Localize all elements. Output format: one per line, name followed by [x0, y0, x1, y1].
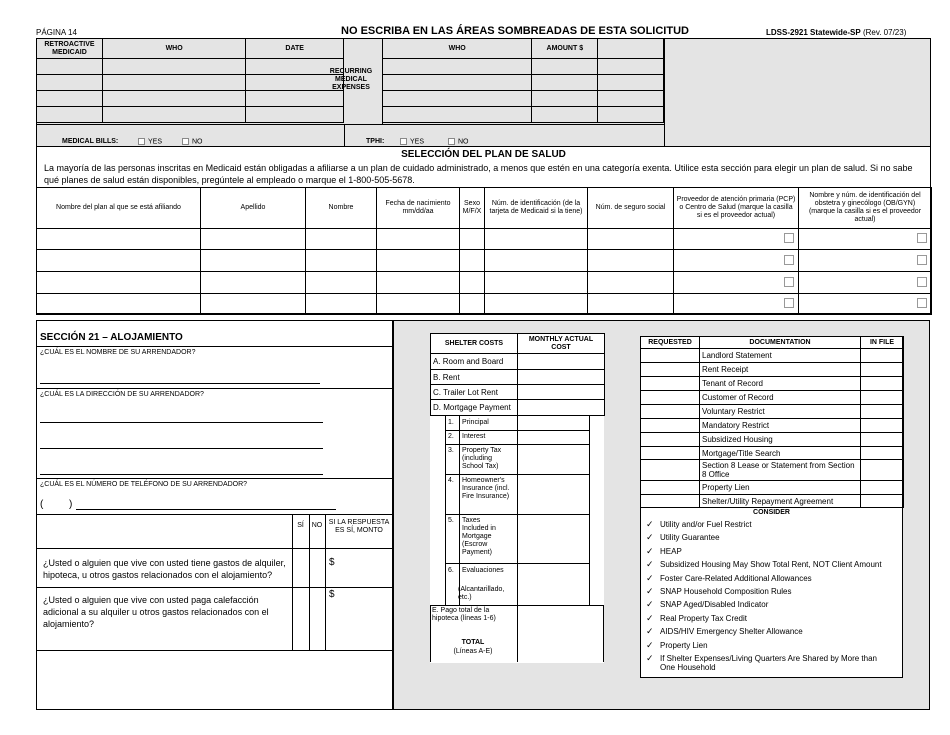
col-sex: Sexo M/F/X: [460, 188, 485, 229]
sub-6-label: Evaluaciones: [462, 567, 504, 574]
checkmark-icon: ✓: [646, 639, 654, 650]
in-file-cell[interactable]: [861, 349, 904, 363]
retroactive-medicaid-table: [36, 38, 344, 123]
mortgage-payment-label: D. Mortgage Payment: [431, 400, 518, 416]
consider-item: ✓ SNAP Aged/Disabled Indicator: [646, 599, 769, 610]
sub-2-num: 2.: [448, 433, 454, 440]
room-board-amount[interactable]: [518, 354, 605, 370]
tphi-label: TPHI:: [366, 138, 385, 145]
first-name-input[interactable]: [306, 229, 377, 250]
sub-4-num: 4.: [448, 477, 454, 484]
doc-item: Mortgage/Title Search: [700, 447, 861, 460]
checkmark-icon: ✓: [646, 626, 654, 637]
checkmark-icon: ✓: [646, 652, 654, 663]
obgyn-input[interactable]: [799, 229, 932, 250]
landlord-address-line[interactable]: [40, 448, 323, 449]
consider-item: ✓ Subsidized Housing May Show Total Rent, NOT Client Amount: [646, 559, 882, 570]
medical-bills-yes[interactable]: YES: [138, 138, 162, 146]
checkmark-icon: ✓: [646, 585, 654, 596]
in-file-header: IN FILE: [861, 337, 904, 349]
ssn-input[interactable]: [588, 250, 674, 272]
consider-item: ✓ Utility Guarantee: [646, 532, 720, 543]
col-amount-header: SI LA RESPUESTA ES SÍ, MONTO: [328, 519, 390, 534]
obgyn-checkbox[interactable]: [917, 298, 927, 308]
sex-input[interactable]: [460, 294, 485, 315]
shelter-costs-header: SHELTER COSTS: [431, 334, 518, 354]
retro-cell: [102, 59, 245, 75]
retro-cell: [102, 91, 245, 107]
documentation-table: [640, 336, 904, 508]
doc-item: Subsidized Housing: [700, 433, 861, 447]
obgyn-checkbox[interactable]: [917, 277, 927, 287]
obgyn-input[interactable]: [799, 250, 932, 272]
medical-bills-label: MEDICAL BILLS:: [62, 138, 119, 145]
in-file-cell[interactable]: [861, 433, 904, 447]
in-file-cell[interactable]: [861, 460, 904, 481]
trailer-lot-label: C. Trailer Lot Rent: [431, 385, 518, 400]
sub-5-label: Taxes Included in Mortgage (Escrow Payment): [462, 517, 496, 556]
in-file-cell[interactable]: [861, 419, 904, 433]
requested-cell[interactable]: [641, 447, 700, 460]
col-obgyn: Nombre y núm. de identificación del obstetra y ginecólogo (OB/GYN) (marque la casilla si es el proveedor actual): [799, 188, 932, 229]
consider-item: ✓ If Shelter Expenses/Living Quarters Are Shared by More than One Household: [646, 652, 878, 672]
id-input[interactable]: [485, 229, 588, 250]
housing-expenses-no[interactable]: [311, 556, 323, 568]
trailer-lot-amount[interactable]: [518, 385, 605, 400]
dob-input[interactable]: [377, 250, 460, 272]
doc-item: Rent Receipt: [700, 363, 861, 377]
requested-header: REQUESTED: [641, 337, 700, 349]
landlord-address-question: ¿CUÁL ES LA DIRECCIÓN DE SU ARRENDADOR?: [40, 391, 204, 398]
section-21-title: SECCIÓN 21 – ALOJAMIENTO: [40, 332, 183, 343]
doc-item: Section 8 Lease or Statement from Section 8 Office: [700, 460, 861, 481]
checkmark-icon: ✓: [646, 572, 654, 583]
shelter-costs-table: [430, 333, 605, 416]
consider-item: ✓ HEAP: [646, 545, 682, 556]
retro-cell: [102, 107, 245, 123]
documentation-header: DOCUMENTATION: [700, 337, 861, 349]
in-file-cell[interactable]: [861, 481, 904, 495]
phone-paren-close: ): [69, 499, 73, 510]
heating-expenses-dollar: $: [329, 589, 335, 600]
in-file-cell[interactable]: [861, 377, 904, 391]
heating-expenses-no[interactable]: [311, 594, 323, 606]
doc-item: Landlord Statement: [700, 349, 861, 363]
landlord-name-line[interactable]: [40, 383, 320, 384]
health-plan-title: SELECCIÓN DEL PLAN DE SALUD: [401, 149, 566, 160]
plan-input[interactable]: [37, 294, 201, 315]
pcp-input[interactable]: [674, 294, 799, 315]
health-plan-table: [36, 187, 932, 315]
checkmark-icon: ✓: [646, 532, 654, 543]
doc-item: Mandatory Restrict: [700, 419, 861, 433]
consider-item: ✓ Property Lien: [646, 639, 708, 650]
plan-input[interactable]: [37, 229, 201, 250]
in-file-cell[interactable]: [861, 447, 904, 460]
mortgage-payment-amount[interactable]: [518, 400, 605, 416]
consider-item: ✓ SNAP Household Composition Rules: [646, 585, 792, 596]
obgyn-input[interactable]: [799, 294, 932, 315]
doc-item: Customer of Record: [700, 391, 861, 405]
landlord-name-question: ¿CUÁL ES EL NOMBRE DE SU ARRENDADOR?: [40, 349, 196, 356]
col-last-name: Apellido: [201, 188, 306, 229]
section-21-housing: [36, 320, 393, 710]
last-name-input[interactable]: [201, 272, 306, 294]
form-id: LDSS-2921 Statewide-SP (Rev. 07/23): [766, 28, 907, 37]
plan-input[interactable]: [37, 272, 201, 294]
total-label: TOTAL: [461, 639, 485, 646]
housing-expenses-yes[interactable]: [294, 556, 306, 568]
retro-header: RETROACTIVE MEDICAID: [37, 39, 103, 59]
col-ssn: Núm. de seguro social: [588, 188, 674, 229]
page-number: PÁGINA 14: [36, 28, 77, 37]
requested-cell[interactable]: [641, 391, 700, 405]
last-name-input[interactable]: [201, 250, 306, 272]
requested-cell[interactable]: [641, 460, 700, 481]
landlord-phone-line[interactable]: [76, 509, 336, 510]
requested-cell[interactable]: [641, 349, 700, 363]
requested-cell[interactable]: [641, 419, 700, 433]
sub-6-extra: (Alcantarillado, etc.): [458, 586, 505, 601]
dob-input[interactable]: [377, 272, 460, 294]
requested-cell[interactable]: [641, 433, 700, 447]
requested-cell[interactable]: [641, 495, 700, 508]
consider-item: ✓ Foster Care-Related Additional Allowances: [646, 572, 812, 583]
requested-cell[interactable]: [641, 363, 700, 377]
consider-header: CONSIDER: [753, 509, 790, 516]
id-input[interactable]: [485, 294, 588, 315]
requested-cell[interactable]: [641, 377, 700, 391]
id-input[interactable]: [485, 250, 588, 272]
consider-item: ✓ Real Property Tax Credit: [646, 612, 747, 623]
col-no-header: NO: [311, 522, 323, 529]
first-name-input[interactable]: [306, 294, 377, 315]
id-input[interactable]: [485, 272, 588, 294]
in-file-cell[interactable]: [861, 495, 904, 508]
col-yes-header: SÍ: [297, 522, 304, 529]
rent-amount[interactable]: [518, 370, 605, 385]
pcp-checkbox[interactable]: [784, 233, 794, 243]
obgyn-checkbox[interactable]: [917, 255, 927, 265]
housing-expenses-dollar: $: [329, 557, 335, 568]
col-first-name: Nombre: [306, 188, 377, 229]
sex-input[interactable]: [460, 250, 485, 272]
in-file-cell[interactable]: [861, 363, 904, 377]
sub-6-num: 6.: [448, 567, 454, 574]
sex-input[interactable]: [460, 272, 485, 294]
col-pcp: Proveedor de atención primaria (PCP) o Centro de Salud (marque la casilla si es el proveedor actual): [674, 188, 799, 229]
checkmark-icon: ✓: [646, 545, 654, 556]
retro-cell: [246, 91, 344, 107]
pcp-checkbox[interactable]: [784, 298, 794, 308]
total-sublabel: (Líneas A-E): [453, 648, 493, 655]
housing-expenses-question: ¿Usted o alguien que vive con usted tiene gastos de alquiler, hipoteca, u otros gastos relacionados con el alojamiento?: [43, 558, 286, 580]
sub-4-label: Homeowner's Insurance (incl. Fire Insurance): [462, 477, 510, 500]
health-plan-instructions: La mayoría de las personas inscritas en Medicaid están obligadas a afiliarse a un plan de cuidado administrado, a menos que estén en una categoría exenta. Utilice esta sección para elegir un plan de salud. Si no sabe qué planes de salud están disponibles, pregúntele al empleado o marque el 1-800-505-5678.: [44, 163, 913, 185]
room-board-label: A. Room and Board: [431, 354, 518, 370]
requested-cell[interactable]: [641, 405, 700, 419]
doc-item: Shelter/Utility Repayment Agreement: [700, 495, 861, 508]
total-mortgage-label: E. Pago total de la hipoteca (líneas 1-6): [432, 607, 496, 622]
obgyn-checkbox[interactable]: [917, 233, 927, 243]
tphi-yes[interactable]: YES: [400, 138, 424, 146]
consider-item: ✓ Utility and/or Fuel Restrict: [646, 519, 752, 529]
checkmark-icon: ✓: [646, 559, 654, 570]
doc-item: Property Lien: [700, 481, 861, 495]
ssn-input[interactable]: [588, 272, 674, 294]
sub-1-label: Principal: [462, 419, 489, 426]
landlord-address-line[interactable]: [40, 422, 323, 423]
in-file-cell[interactable]: [861, 391, 904, 405]
dob-input[interactable]: [377, 294, 460, 315]
retro-cell: [37, 91, 103, 107]
consider-item: ✓ AIDS/HIV Emergency Shelter Allowance: [646, 626, 803, 637]
retro-date-header: DATE: [246, 39, 344, 59]
col-medicaid-id: Núm. de identificación (de la tarjeta de Medicaid si la tiene): [485, 188, 588, 229]
sub-1-num: 1.: [448, 419, 454, 426]
retro-cell: [102, 75, 245, 91]
recurring-expenses-table: [382, 38, 664, 123]
consider-list: [646, 520, 900, 672]
in-file-cell[interactable]: [861, 405, 904, 419]
ssn-input[interactable]: [588, 229, 674, 250]
first-name-input[interactable]: [306, 250, 377, 272]
landlord-phone-question: ¿CUÁL ES EL NÚMERO DE TELÉFONO DE SU ARRENDADOR?: [40, 481, 248, 488]
pcp-checkbox[interactable]: [784, 255, 794, 265]
tphi-no[interactable]: NO: [448, 138, 469, 146]
sub-5-num: 5.: [448, 517, 454, 524]
sub-2-label: Interest: [462, 433, 486, 440]
medical-bills-no[interactable]: NO: [182, 138, 203, 146]
retro-cell: [37, 59, 103, 75]
first-name-input[interactable]: [306, 272, 377, 294]
sub-3-label: Property Tax (including School Tax): [462, 447, 502, 470]
heating-expenses-question: ¿Usted o alguien que vive con usted paga calefacción adicional a su alquiler u otros gastos relacionados con el alojamiento?: [43, 595, 269, 629]
last-name-input[interactable]: [201, 229, 306, 250]
page-title: NO ESCRIBA EN LAS ÁREAS SOMBREADAS DE ESTA SOLICITUD: [341, 25, 689, 37]
recurring-expenses-label: RECURRING MEDICAL EXPENSES: [329, 68, 373, 91]
phone-paren-open: (: [40, 499, 44, 510]
pcp-checkbox[interactable]: [784, 277, 794, 287]
requested-cell[interactable]: [641, 481, 700, 495]
pcp-input[interactable]: [674, 229, 799, 250]
retro-cell: [246, 107, 344, 123]
retro-cell: [37, 75, 103, 91]
ssn-input[interactable]: [588, 294, 674, 315]
heating-expenses-yes[interactable]: [294, 594, 306, 606]
col-dob: Fecha de nacimiento mm/dd/aa: [377, 188, 460, 229]
checkmark-icon: ✓: [646, 519, 654, 529]
doc-item: Voluntary Restrict: [700, 405, 861, 419]
doc-item: Tenant of Record: [700, 377, 861, 391]
pcp-input[interactable]: [674, 250, 799, 272]
landlord-address-line[interactable]: [40, 474, 323, 475]
rent-label: B. Rent: [431, 370, 518, 385]
obgyn-input[interactable]: [799, 272, 932, 294]
last-name-input[interactable]: [201, 294, 306, 315]
pcp-input[interactable]: [674, 272, 799, 294]
sub-3-num: 3.: [448, 447, 454, 454]
monthly-cost-header: MONTHLY ACTUAL COST: [518, 334, 605, 354]
checkmark-icon: ✓: [646, 612, 654, 623]
plan-input[interactable]: [37, 250, 201, 272]
sex-input[interactable]: [460, 229, 485, 250]
retro-who-header: WHO: [102, 39, 245, 59]
checkmark-icon: ✓: [646, 599, 654, 610]
recurring-who-header: WHO: [383, 39, 532, 59]
dob-input[interactable]: [377, 229, 460, 250]
recurring-amount-header: AMOUNT $: [532, 39, 598, 59]
retro-cell: [37, 107, 103, 123]
col-plan-name: Nombre del plan al que se está afiliando: [37, 188, 201, 229]
